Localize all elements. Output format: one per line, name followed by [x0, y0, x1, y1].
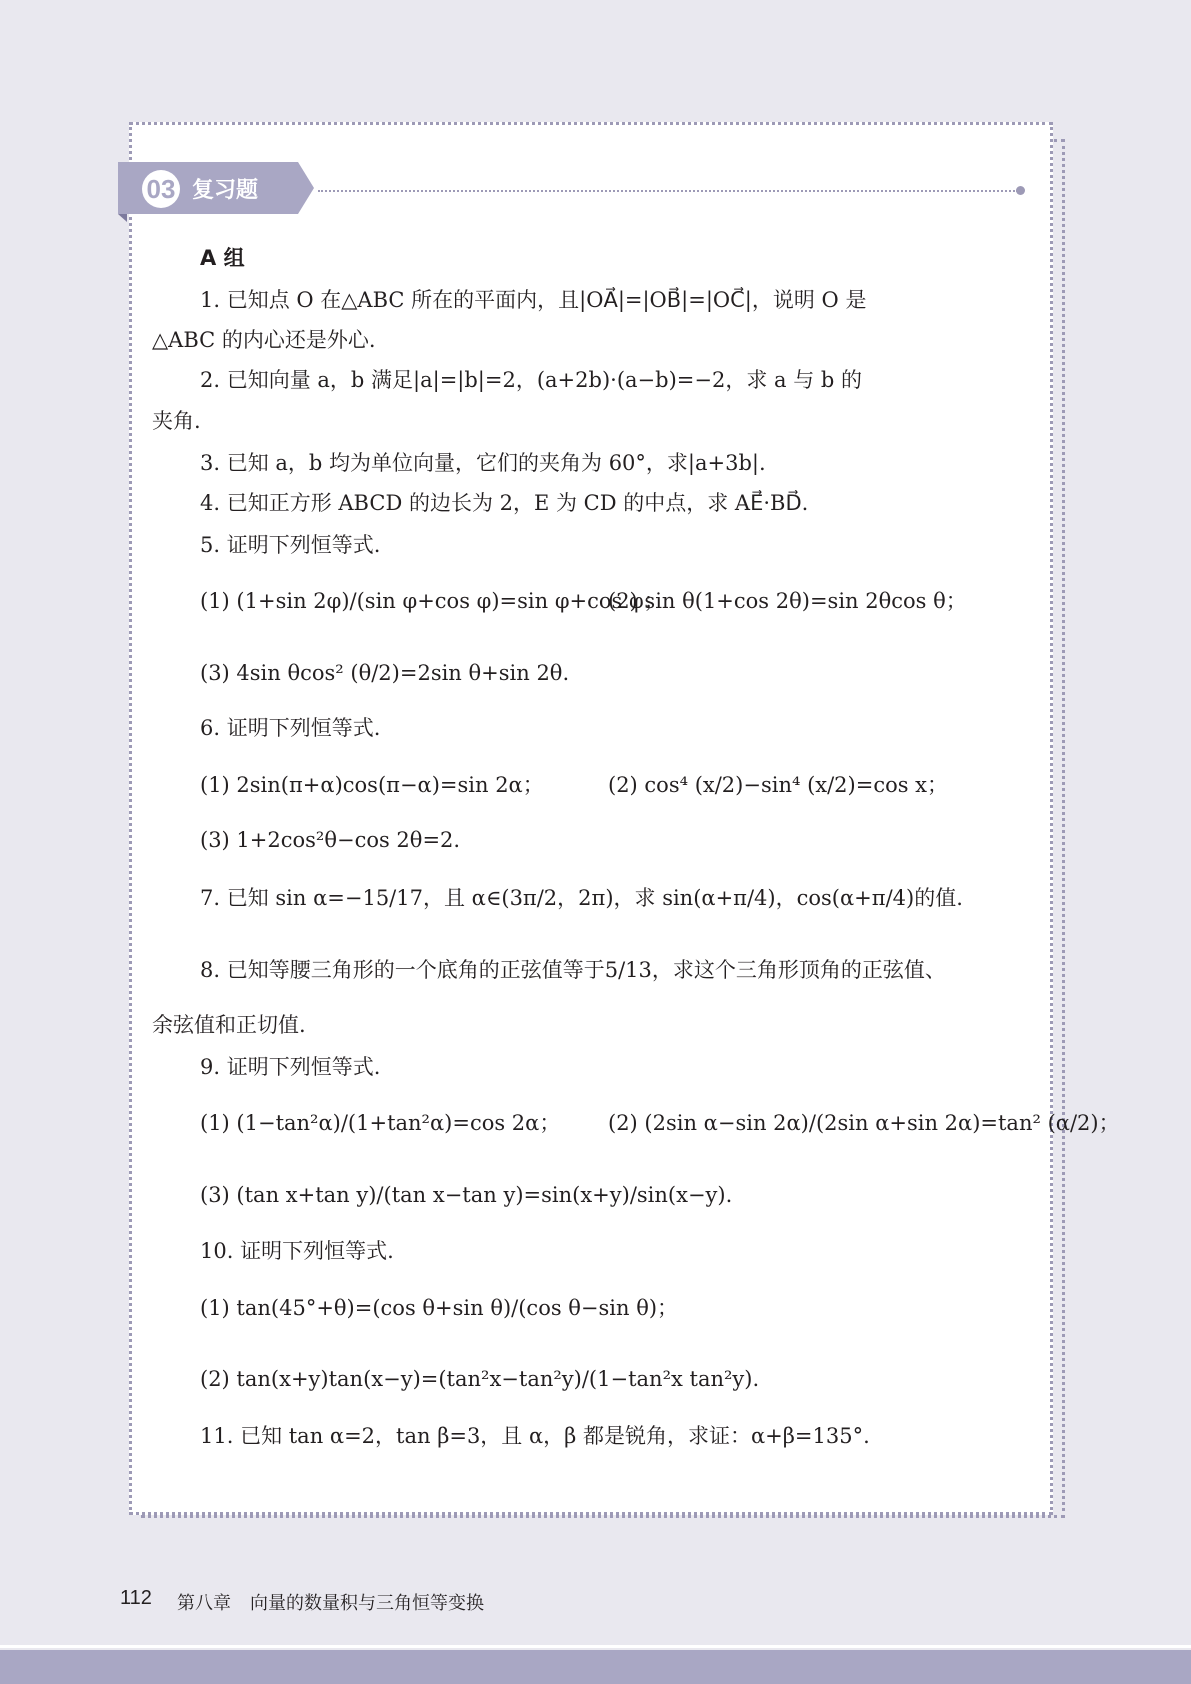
problem-9-part-1: (1) (1−tan²α)/(1+tan²α)=cos 2α；: [200, 1111, 561, 1135]
problem-8-line-2: 余弦值和正切值.: [152, 1013, 306, 1037]
chapter-label: 第八章: [177, 1593, 231, 1614]
bottom-divider: [0, 1645, 1191, 1648]
problem-1-line-1: 1. 已知点 O 在△ABC 所在的平面内，且|OA⃗|=|OB⃗|=|OC⃗|，说明 O 是: [200, 288, 867, 312]
problem-6-part-2: (2) cos⁴ (x/2)−sin⁴ (x/2)=cos x；: [608, 773, 949, 797]
problem-5-part-3: (3) 4sin θcos² (θ/2)=2sin θ+sin 2θ.: [200, 661, 570, 685]
problem-5-heading: 5. 证明下列恒等式.: [200, 533, 381, 557]
problem-5-part-1: (1) (1+sin 2φ)/(sin φ+cos φ)=sin φ+cos φ；: [200, 589, 665, 613]
problem-9-part-3: (3) (tan x+tan y)/(tan x−tan y)=sin(x+y)/sin(x−y).: [200, 1183, 733, 1207]
problem-10-part-1: (1) tan(45°+θ)=(cos θ+sin θ)/(cos θ−sin θ)；: [200, 1296, 679, 1320]
bottom-bar: [0, 1650, 1191, 1684]
group-label: A 组: [200, 246, 245, 270]
problem-4: 4. 已知正方形 ABCD 的边长为 2，E 为 CD 的中点，求 AE⃗·BD⃗.: [200, 491, 809, 515]
section-number: 03: [142, 170, 180, 208]
section-title: 复习题: [192, 178, 259, 203]
problem-6-part-1: (1) 2sin(π+α)cos(π−α)=sin 2α；: [200, 773, 544, 797]
problem-6-heading: 6. 证明下列恒等式.: [200, 716, 381, 740]
problem-10-part-2: (2) tan(x+y)tan(x−y)=(tan²x−tan²y)/(1−tan²x tan²y).: [200, 1367, 760, 1391]
problem-11: 11. 已知 tan α=2，tan β=3，且 α，β 都是锐角，求证：α+β=135°.: [200, 1424, 870, 1448]
banner-fold: [118, 214, 127, 222]
problem-2-line-2: 夹角.: [152, 409, 201, 433]
problem-5-part-2: (2) sin θ(1+cos 2θ)=sin 2θcos θ；: [608, 589, 967, 613]
problem-2-line-1: 2. 已知向量 a，b 满足|a|=|b|=2，(a+2b)·(a−b)=−2，求 a 与 b 的: [200, 368, 862, 392]
problem-3: 3. 已知 a，b 均为单位向量，它们的夹角为 60°，求|a+3b|.: [200, 451, 766, 475]
page-number: 112: [120, 1587, 152, 1609]
chapter-title: 向量的数量积与三角恒等变换: [250, 1593, 484, 1614]
banner-divider: [318, 190, 1018, 192]
problem-9-heading: 9. 证明下列恒等式.: [200, 1055, 381, 1079]
banner-dot: [1016, 186, 1025, 195]
problem-10-heading: 10. 证明下列恒等式.: [200, 1239, 394, 1263]
problem-1-line-2: △ABC 的内心还是外心.: [152, 328, 376, 352]
problem-7: 7. 已知 sin α=−15/17，且 α∈(3π/2，2π)，求 sin(α+π/4)，cos(α+π/4)的值.: [200, 886, 963, 910]
problem-6-part-3: (3) 1+2cos²θ−cos 2θ=2.: [200, 828, 461, 852]
problem-9-part-2: (2) (2sin α−sin 2α)/(2sin α+sin 2α)=tan² (α/2)；: [608, 1111, 1120, 1135]
problem-8-line-1: 8. 已知等腰三角形的一个底角的正弦值等于5/13，求这个三角形顶角的正弦值、: [200, 958, 946, 982]
